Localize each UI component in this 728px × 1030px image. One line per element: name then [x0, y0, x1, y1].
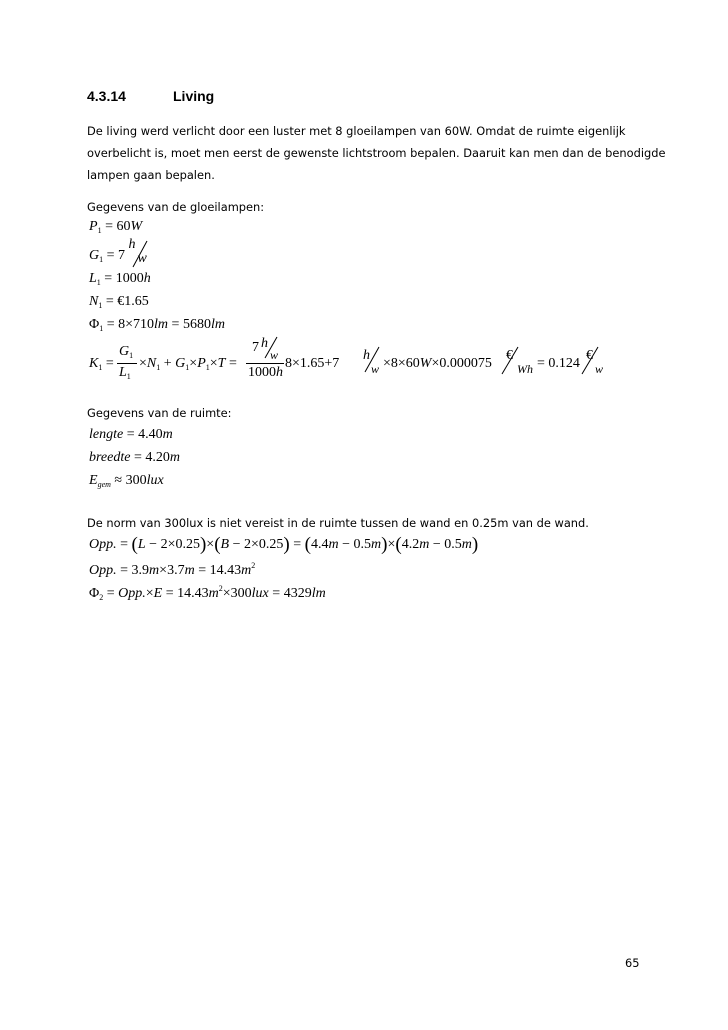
equation-breedte: breedte = 4.20m: [89, 450, 180, 465]
lamps-label: Gegevens van de gloeilampen:: [87, 200, 265, 214]
equation-n1: $N_1$ = €1.65: [89, 294, 149, 310]
equation-k1: $K_1$ = $G_1$ $L_1$ $\times N_1 + G_1\times P_1\times T$ = 7 h w 1000h 8×1.65+7 h w ×8×60W×0.000075 € Wh = 0.124 € w: [89, 336, 604, 381]
equation-phi1: $\Phi_1 = 8\times 710lm = 5680lm$: [89, 317, 225, 333]
room-label: Gegevens van de ruimte:: [87, 406, 232, 420]
equation-p1: $P_1 = 60W$: [89, 219, 143, 235]
unit-h-per-w: h w: [128, 237, 147, 266]
equation-g1: $G_1 = 7$ h w: [89, 243, 149, 269]
equation-opp-2: Opp. = $3.9m\times 3.7m = 14.43m^2$: [89, 561, 256, 578]
section-title: Living: [173, 88, 215, 104]
norm-text: De norm van 300lux is niet vereist in de ruimte tussen de wand en 0.25m van de wand.: [87, 516, 589, 530]
equation-opp-1: Opp. = (L − 2×0.25)×(B − 2×0.25) = (4.4m − 0.5m)×(4.2m − 0.5m): [89, 534, 479, 555]
section-number: 4.3.14: [87, 88, 126, 104]
intro-paragraph: De living werd verlicht door een luster met 8 gloeilampen van 60W. Omdat de ruimte eigenlijk overbelicht is, moet men eerst de gewenste lichtstroom bepalen. Daaruit kan men dan de benodigde lampen gaan bepalen.: [87, 124, 666, 182]
equation-l1: $L_1 = 1000h$: [89, 271, 151, 287]
page-number: 65: [625, 956, 640, 970]
equation-lengte: lengte = 4.40m: [89, 427, 173, 442]
equation-egem: $E_{gem} \approx 300lux$: [89, 473, 164, 489]
equation-phi2: $\Phi_2 = Opp.\times E = 14.43m^2\times 300lux = 4329lm$: [89, 584, 326, 602]
